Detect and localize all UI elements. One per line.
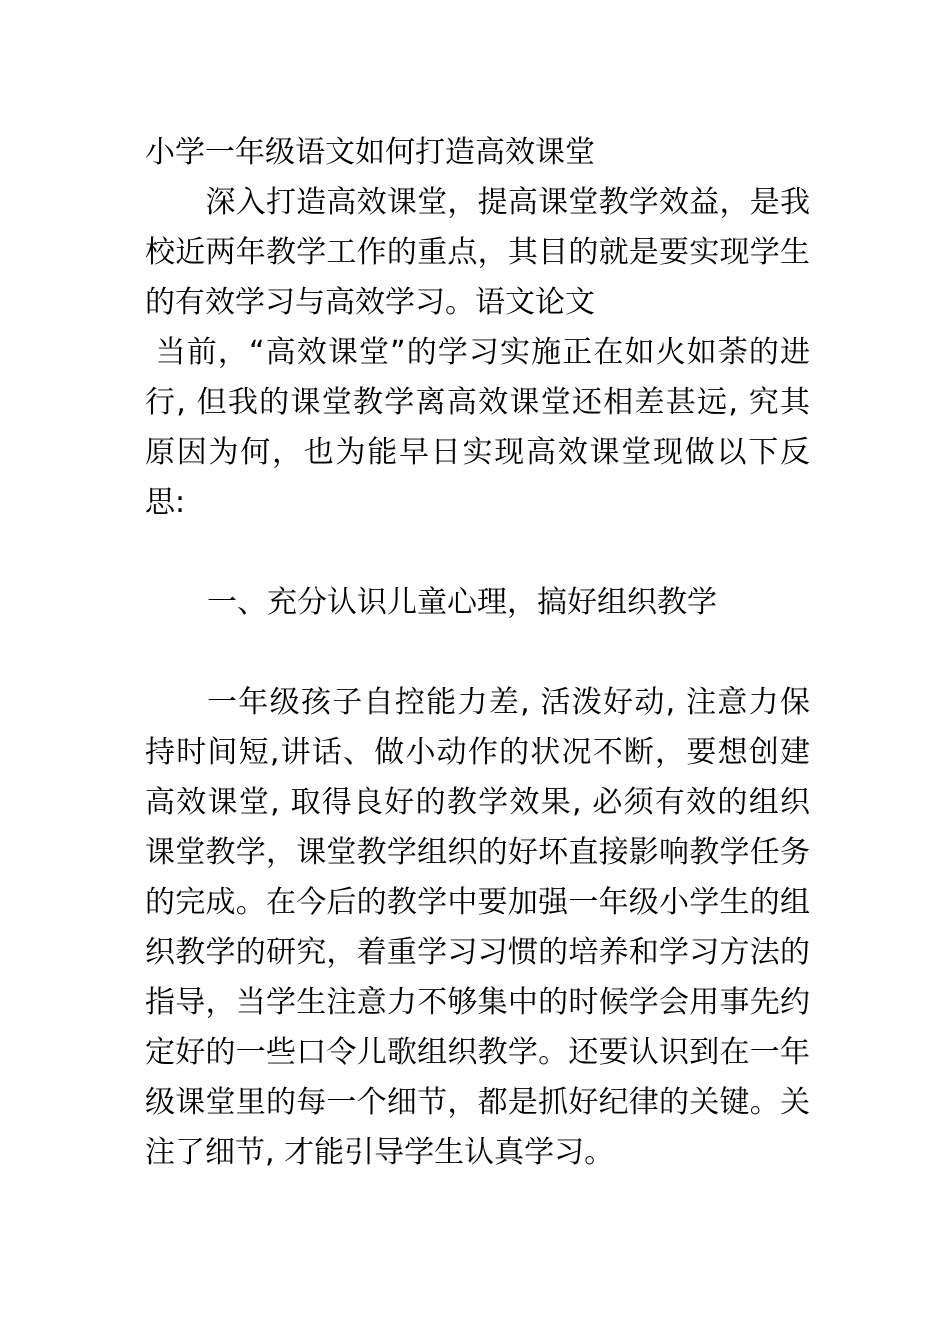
blank-line (145, 628, 810, 678)
document-body (145, 128, 810, 1178)
section-heading-1: 一、充分认识儿童心理，搞好组织教学 (207, 585, 717, 620)
paragraph-current-situation: 当前，“高效课堂”的学习实施正在如火如荼的进行, 但我的课堂教学离高效课堂还相差甚远, 究其原因为何，也为能早日实现高效课堂现做以下反思: (145, 335, 810, 520)
blank-line (145, 528, 810, 578)
paragraph-intro: 深入打造高效课堂，提高课堂教学效益，是我校近两年教学工作的重点，其目的就是要实现学生的有效学习与高效学习。语文论文 (145, 185, 810, 320)
paragraph-organize-teaching: 一年级孩子自控能力差, 活泼好动, 注意力保持时间短,讲话、做小动作的状况不断，要想创建高效课堂, 取得良好的教学效果, 必须有效的组织课堂教学，课堂教学组织的好坏直接影响教学任务的完成。在今后的教学中要加强一年级小学生的组织教学的研究，着重学习习惯的培养和学习方法的指导，当学生注意力不够集中的时候学会用事先约定好的一些口令儿歌组织教学。还要认识到在一年级课堂里的每一个细节，都是抓好纪律的关键。关注了细节, 才能引导学生认真学习。 (145, 685, 810, 1170)
document-title: 小学一年级语文如何打造高效课堂 (145, 135, 595, 170)
